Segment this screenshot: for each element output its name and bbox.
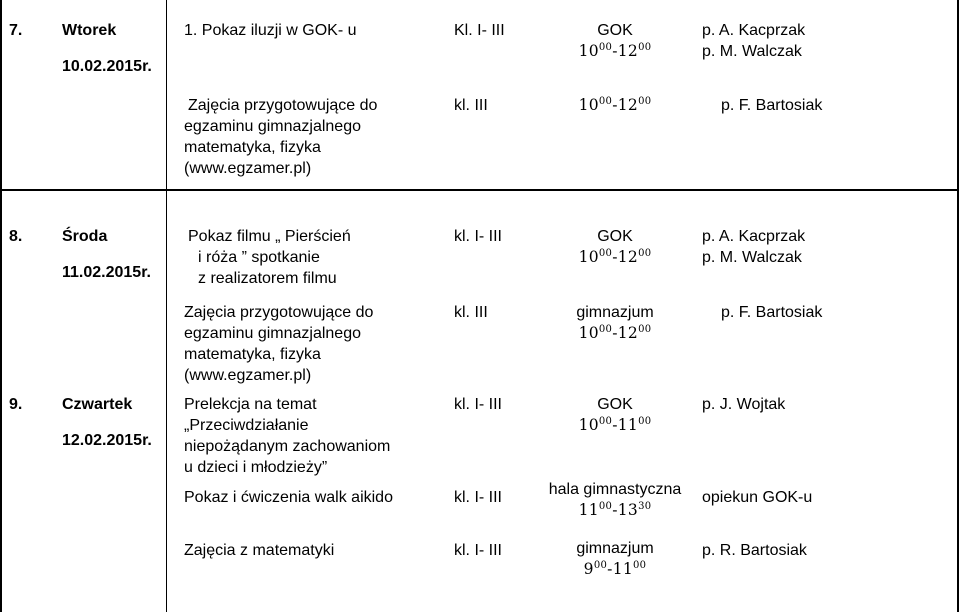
- event-title: [184, 95, 377, 179]
- time-end-hour: 12: [617, 42, 639, 60]
- row-number: 9.: [9, 396, 23, 413]
- row-number: 7.: [9, 22, 23, 39]
- time-start-minute: 00: [598, 42, 613, 53]
- table-border-left: [0, 0, 2, 612]
- event-teacher: [721, 302, 822, 323]
- time-end-hour: 12: [617, 96, 639, 114]
- teacher-line: opiekun GOK-u: [702, 489, 813, 506]
- event-title: [184, 226, 351, 289]
- time-start-minute: 00: [598, 324, 613, 335]
- event-time: $10^{00}-12^{00}$: [578, 42, 652, 60]
- event-title-line: (www.egzamer.pl): [184, 160, 312, 177]
- day-date: 12.02.2015r.: [62, 432, 152, 449]
- event-classes: kl. I- III: [454, 489, 502, 506]
- table-border-right: [957, 0, 959, 612]
- event-classes: kl. III: [454, 304, 488, 321]
- event-classes: kl. I- III: [454, 396, 502, 413]
- event-title: [184, 20, 357, 41]
- event-place: GOK: [597, 228, 633, 245]
- time-start-hour: 10: [578, 96, 599, 114]
- event-place: hala gimnastyczna: [548, 481, 682, 498]
- time-end-minute: 30: [638, 501, 652, 512]
- time-start-hour: 10: [578, 416, 599, 434]
- teacher-line: p. A. Kacprzak: [702, 228, 806, 245]
- event-title-line: (www.egzamer.pl): [184, 367, 312, 384]
- time-start-minute: 00: [598, 416, 613, 427]
- event-teacher: [702, 20, 805, 62]
- time-end-hour: 11: [617, 416, 639, 434]
- teacher-line: p. J. Wojtak: [702, 396, 786, 413]
- event-title-line: 1. Pokaz iluzji w GOK- u: [184, 22, 357, 39]
- time-start-minute: 00: [598, 96, 613, 107]
- time-end-hour: 11: [612, 560, 634, 578]
- day-name: Wtorek: [62, 22, 117, 39]
- event-teacher: [702, 540, 807, 561]
- column-divider: [166, 0, 167, 612]
- event-teacher: [702, 394, 785, 415]
- time-end-minute: 00: [638, 248, 652, 259]
- event-title-line: egzaminu gimnazjalnego: [184, 118, 361, 135]
- event-teacher: [702, 487, 812, 508]
- teacher-line: p. F. Bartosiak: [721, 304, 823, 321]
- time-start-hour: 10: [578, 42, 599, 60]
- event-time: $10^{00}-11^{00}$: [578, 416, 652, 434]
- day-name: Czwartek: [62, 396, 133, 413]
- event-place: GOK: [597, 22, 633, 39]
- event-title-line: Zajęcia przygotowujące do: [184, 304, 374, 321]
- day-date: 11.02.2015r.: [62, 264, 151, 281]
- time-end-minute: 00: [638, 96, 652, 107]
- time-start-minute: 00: [598, 501, 613, 512]
- event-time: $9^{00}-11^{00}$: [583, 560, 647, 578]
- event-place-time: [560, 538, 670, 580]
- event-title-line: Zajęcia przygotowujące do: [188, 97, 378, 114]
- event-title-line: i róża ” spotkanie: [198, 249, 320, 266]
- event-classes: kl. I- III: [454, 542, 502, 559]
- teacher-line: p. F. Bartosiak: [721, 97, 823, 114]
- time-end-minute: 00: [633, 560, 647, 571]
- time-start-hour: 10: [578, 248, 599, 266]
- time-start-minute: 00: [593, 560, 608, 571]
- event-place-time: [560, 394, 670, 436]
- time-end-minute: 00: [638, 42, 652, 53]
- time-end-hour: 12: [617, 248, 639, 266]
- event-classes: Kl. I- III: [454, 22, 505, 39]
- event-place-time: [560, 302, 670, 344]
- event-title: [184, 487, 393, 508]
- event-title-line: Pokaz i ćwiczenia walk aikido: [184, 489, 393, 506]
- event-teacher: [721, 95, 822, 116]
- event-time: $11^{00}-13^{30}$: [578, 501, 652, 519]
- event-title-line: matematyka, fizyka: [184, 139, 321, 156]
- time-start-hour: 9: [583, 560, 594, 578]
- event-place: GOK: [597, 396, 633, 413]
- event-place-time: [540, 479, 690, 521]
- teacher-line: p. M. Walczak: [702, 249, 802, 266]
- row-number: 8.: [9, 228, 23, 245]
- teacher-line: p. A. Kacprzak: [702, 22, 806, 39]
- event-title-line: egzaminu gimnazjalnego: [184, 325, 361, 342]
- day-date: 10.02.2015r.: [62, 58, 152, 75]
- event-place-time: [560, 226, 670, 268]
- event-time: $10^{00}-12^{00}$: [578, 96, 652, 114]
- event-title-line: Pokaz filmu „ Pierścień: [188, 228, 351, 245]
- day-name: Środa: [62, 228, 108, 245]
- event-title-line: Zajęcia z matematyki: [184, 542, 335, 559]
- time-start-hour: 10: [578, 324, 599, 342]
- time-start-minute: 00: [598, 248, 613, 259]
- row-divider: [0, 189, 959, 191]
- event-title: [184, 540, 334, 561]
- teacher-line: p. M. Walczak: [702, 43, 802, 60]
- time-end-hour: 13: [617, 501, 639, 519]
- event-place: gimnazjum: [576, 540, 654, 557]
- event-place-time: [560, 95, 670, 116]
- event-title: [184, 302, 373, 386]
- event-title-line: matematyka, fizyka: [184, 346, 321, 363]
- event-title-line: u dzieci i młodzieży”: [184, 459, 328, 476]
- event-classes: kl. I- III: [454, 228, 502, 245]
- event-title-line: „Przeciwdziałanie: [184, 417, 309, 434]
- event-title-line: z realizatorem filmu: [198, 270, 337, 287]
- event-time: $10^{00}-12^{00}$: [578, 324, 652, 342]
- event-teacher: [702, 226, 805, 268]
- time-end-hour: 12: [617, 324, 639, 342]
- time-end-minute: 00: [638, 416, 652, 427]
- teacher-line: p. R. Bartosiak: [702, 542, 807, 559]
- time-end-minute: 00: [638, 324, 652, 335]
- event-title-line: niepożądanym zachowaniom: [184, 438, 391, 455]
- event-place: gimnazjum: [576, 304, 654, 321]
- event-place-time: [560, 20, 670, 62]
- time-start-hour: 11: [578, 501, 599, 519]
- event-title-line: Prelekcja na temat: [184, 396, 317, 413]
- event-title: [184, 394, 390, 478]
- event-classes: kl. III: [454, 97, 488, 114]
- event-time: $10^{00}-12^{00}$: [578, 248, 652, 266]
